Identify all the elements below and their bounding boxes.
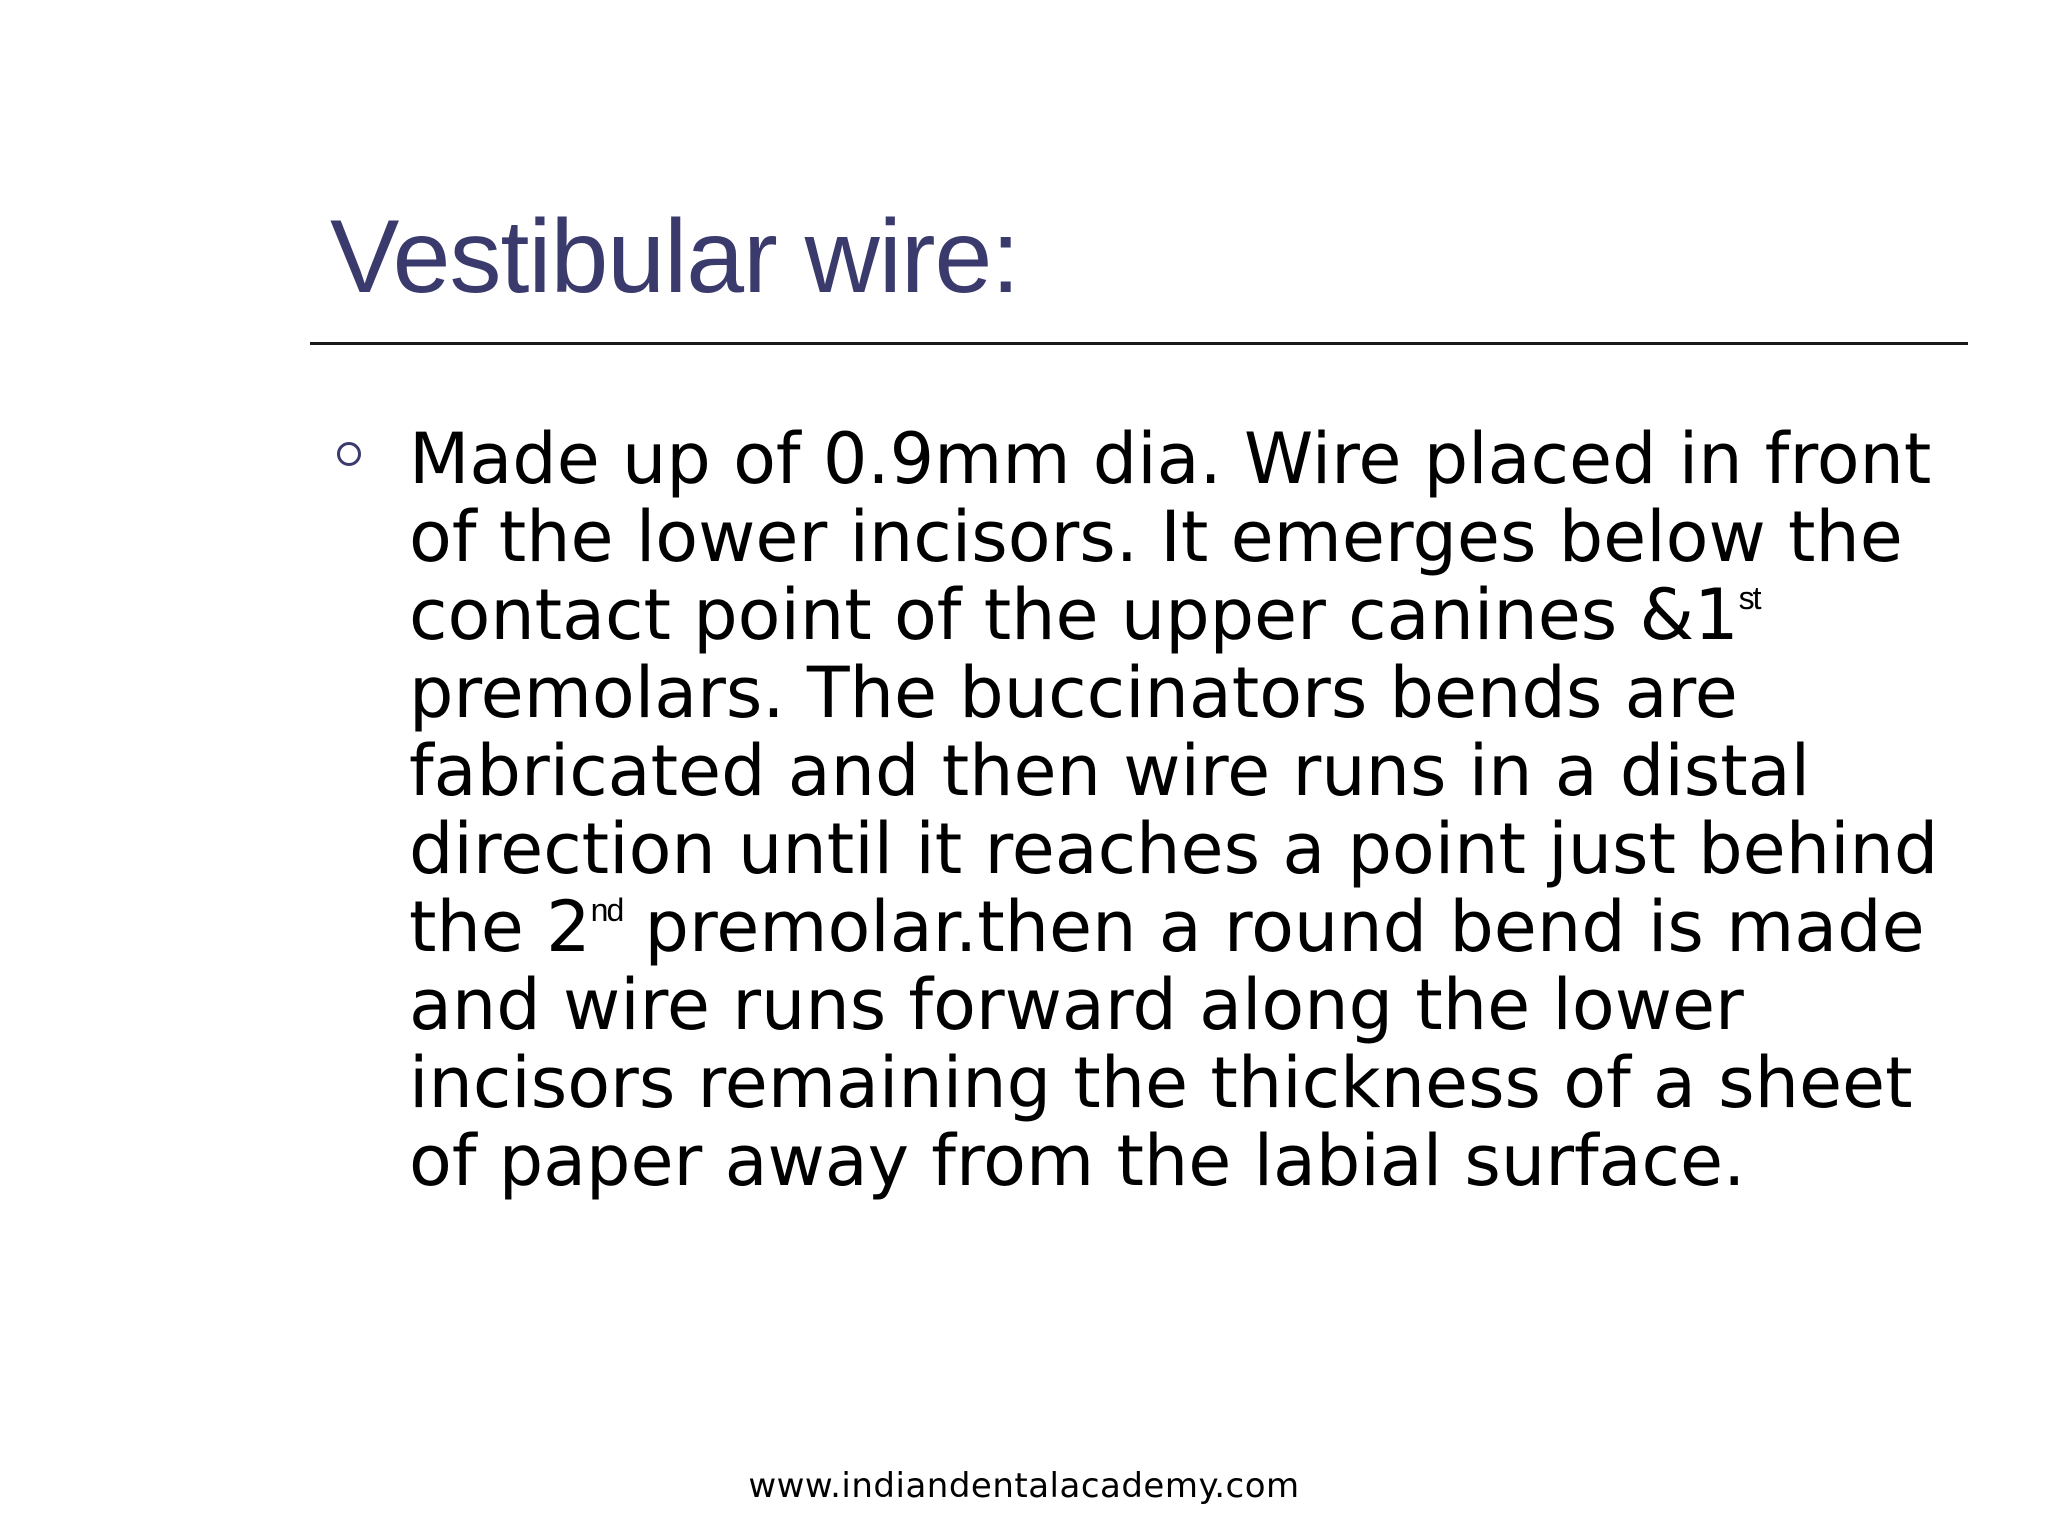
footer-url: www.indiandentalacademy.com (748, 1466, 1300, 1506)
bullet-text-segment: Made up of 0.9mm dia. Wire placed in front of the lower incisors. It emerges below the contact point of the upper canines &1 (409, 418, 1932, 656)
bullet-list (335, 420, 1975, 1200)
bullet-text-segment: premolar.then a round bend is made and wire runs forward along the lower incisors remaining the thickness of a sheet of paper away from the labial surface. (409, 886, 1925, 1202)
slide-title: Vestibular wire: (330, 199, 1020, 315)
ordinal-superscript: nd (590, 892, 623, 928)
bullet-text-segment: premolars. The buccinators bends are fabricated and then wire runs in a distal direction until it reaches a point just behind the 2 (409, 652, 1939, 968)
hollow-circle-bullet-icon (337, 442, 361, 466)
bullet-item (335, 420, 1975, 1200)
bullet-text (409, 418, 1938, 1202)
title-divider (310, 342, 1968, 345)
ordinal-superscript: st (1738, 580, 1760, 616)
